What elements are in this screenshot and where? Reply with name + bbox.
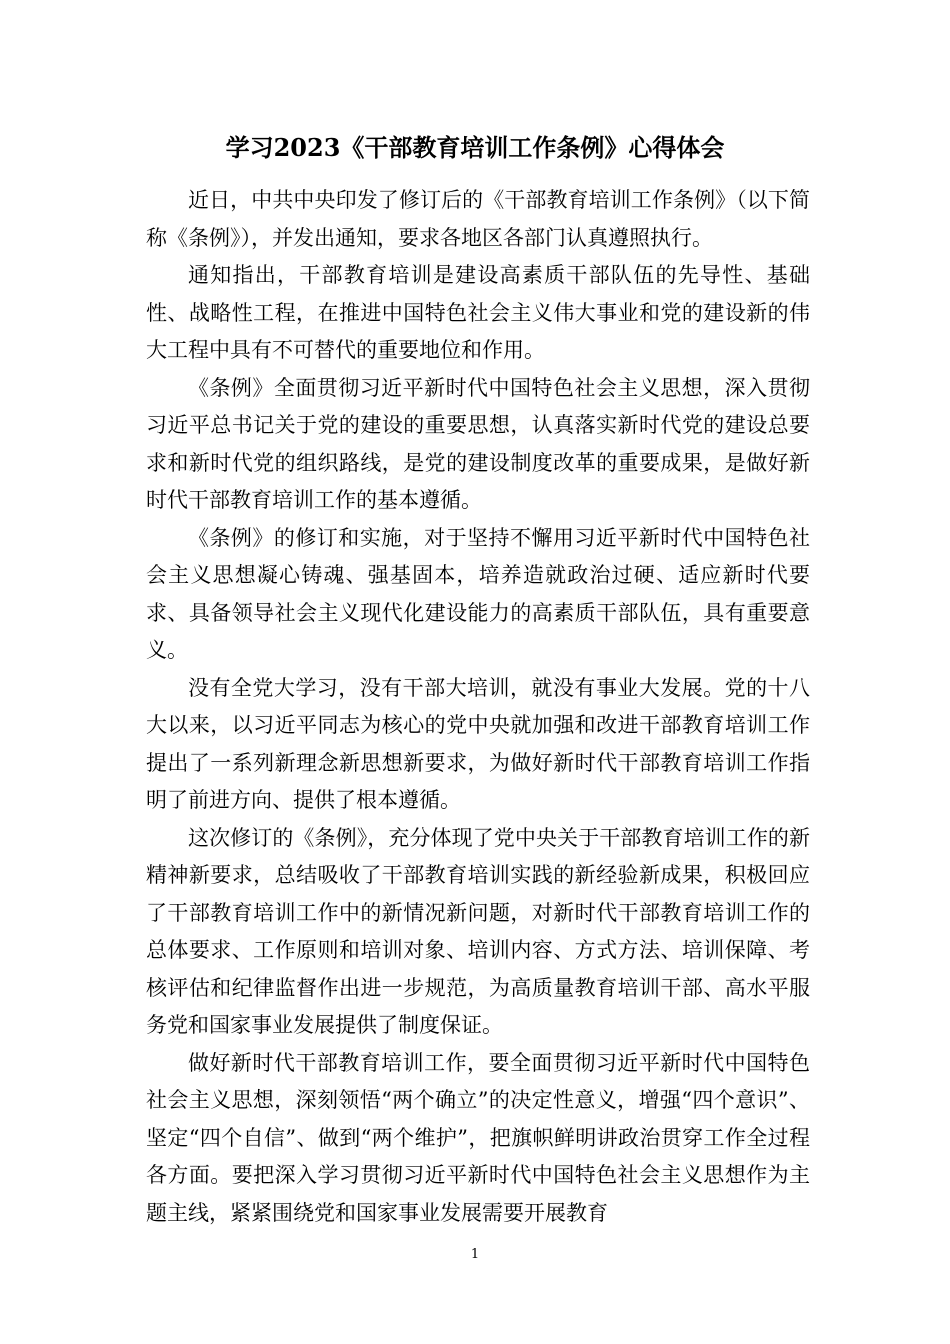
paragraph: 做好新时代干部教育培训工作，要全面贯彻习近平新时代中国特色社会主义思想，深刻领悟“两个确立”的决定性意义，增强“四个意识”、坚定“四个自信”、做到“两个维护”，把旗帜鲜明讲政治贯穿工作全过程各方面。要把深入学习贯彻习近平新时代中国特色社会主义思想作为主题主线，紧紧围绕党和国家事业发展需要开展教育 [146,1050,810,1225]
paragraph: 没有全党大学习，没有干部大培训，就没有事业大发展。党的十八大以来，以习近平同志为核心的党中央就加强和改进干部教育培训工作提出了一系列新理念新思想新要求，为做好新时代干部教育培训工作指明了前进方向、提供了根本遵循。 [146,675,810,812]
paragraph: 《条例》全面贯彻习近平新时代中国特色社会主义思想，深入贯彻习近平总书记关于党的建设的重要思想，认真落实新时代党的建设总要求和新时代党的组织路线，是党的建设制度改革的重要成果，是做好新时代干部教育培训工作的基本遵循。 [146,375,810,512]
page-number: 1 [470,1247,480,1262]
document-title: 学习2023《干部教育培训工作条例》心得体会 [225,133,725,162]
paragraph: 近日，中共中央印发了修订后的《干部教育培训工作条例》（以下简称《条例》），并发出通知，要求各地区各部门认真遵照执行。 [146,188,810,250]
paragraph: 《条例》的修订和实施，对于坚持不懈用习近平新时代中国特色社会主义思想凝心铸魂、强基固本，培养造就政治过硬、适应新时代要求、具备领导社会主义现代化建设能力的高素质干部队伍，具有重要意义。 [146,525,810,662]
paragraph: 这次修订的《条例》，充分体现了党中央关于干部教育培训工作的新精神新要求，总结吸收了干部教育培训实践的新经验新成果，积极回应了干部教育培训工作中的新情况新问题，对新时代干部教育培训工作的总体要求、工作原则和培训对象、培训内容、方式方法、培训保障、考核评估和纪律监督作出进一步规范，为高质量教育培训干部、高水平服务党和国家事业发展提供了制度保证。 [146,825,810,1037]
document-body [146,182,810,1232]
paragraph: 通知指出，干部教育培训是建设高素质干部队伍的先导性、基础性、战略性工程，在推进中国特色社会主义伟大事业和党的建设新的伟大工程中具有不可替代的重要地位和作用。 [146,263,810,362]
